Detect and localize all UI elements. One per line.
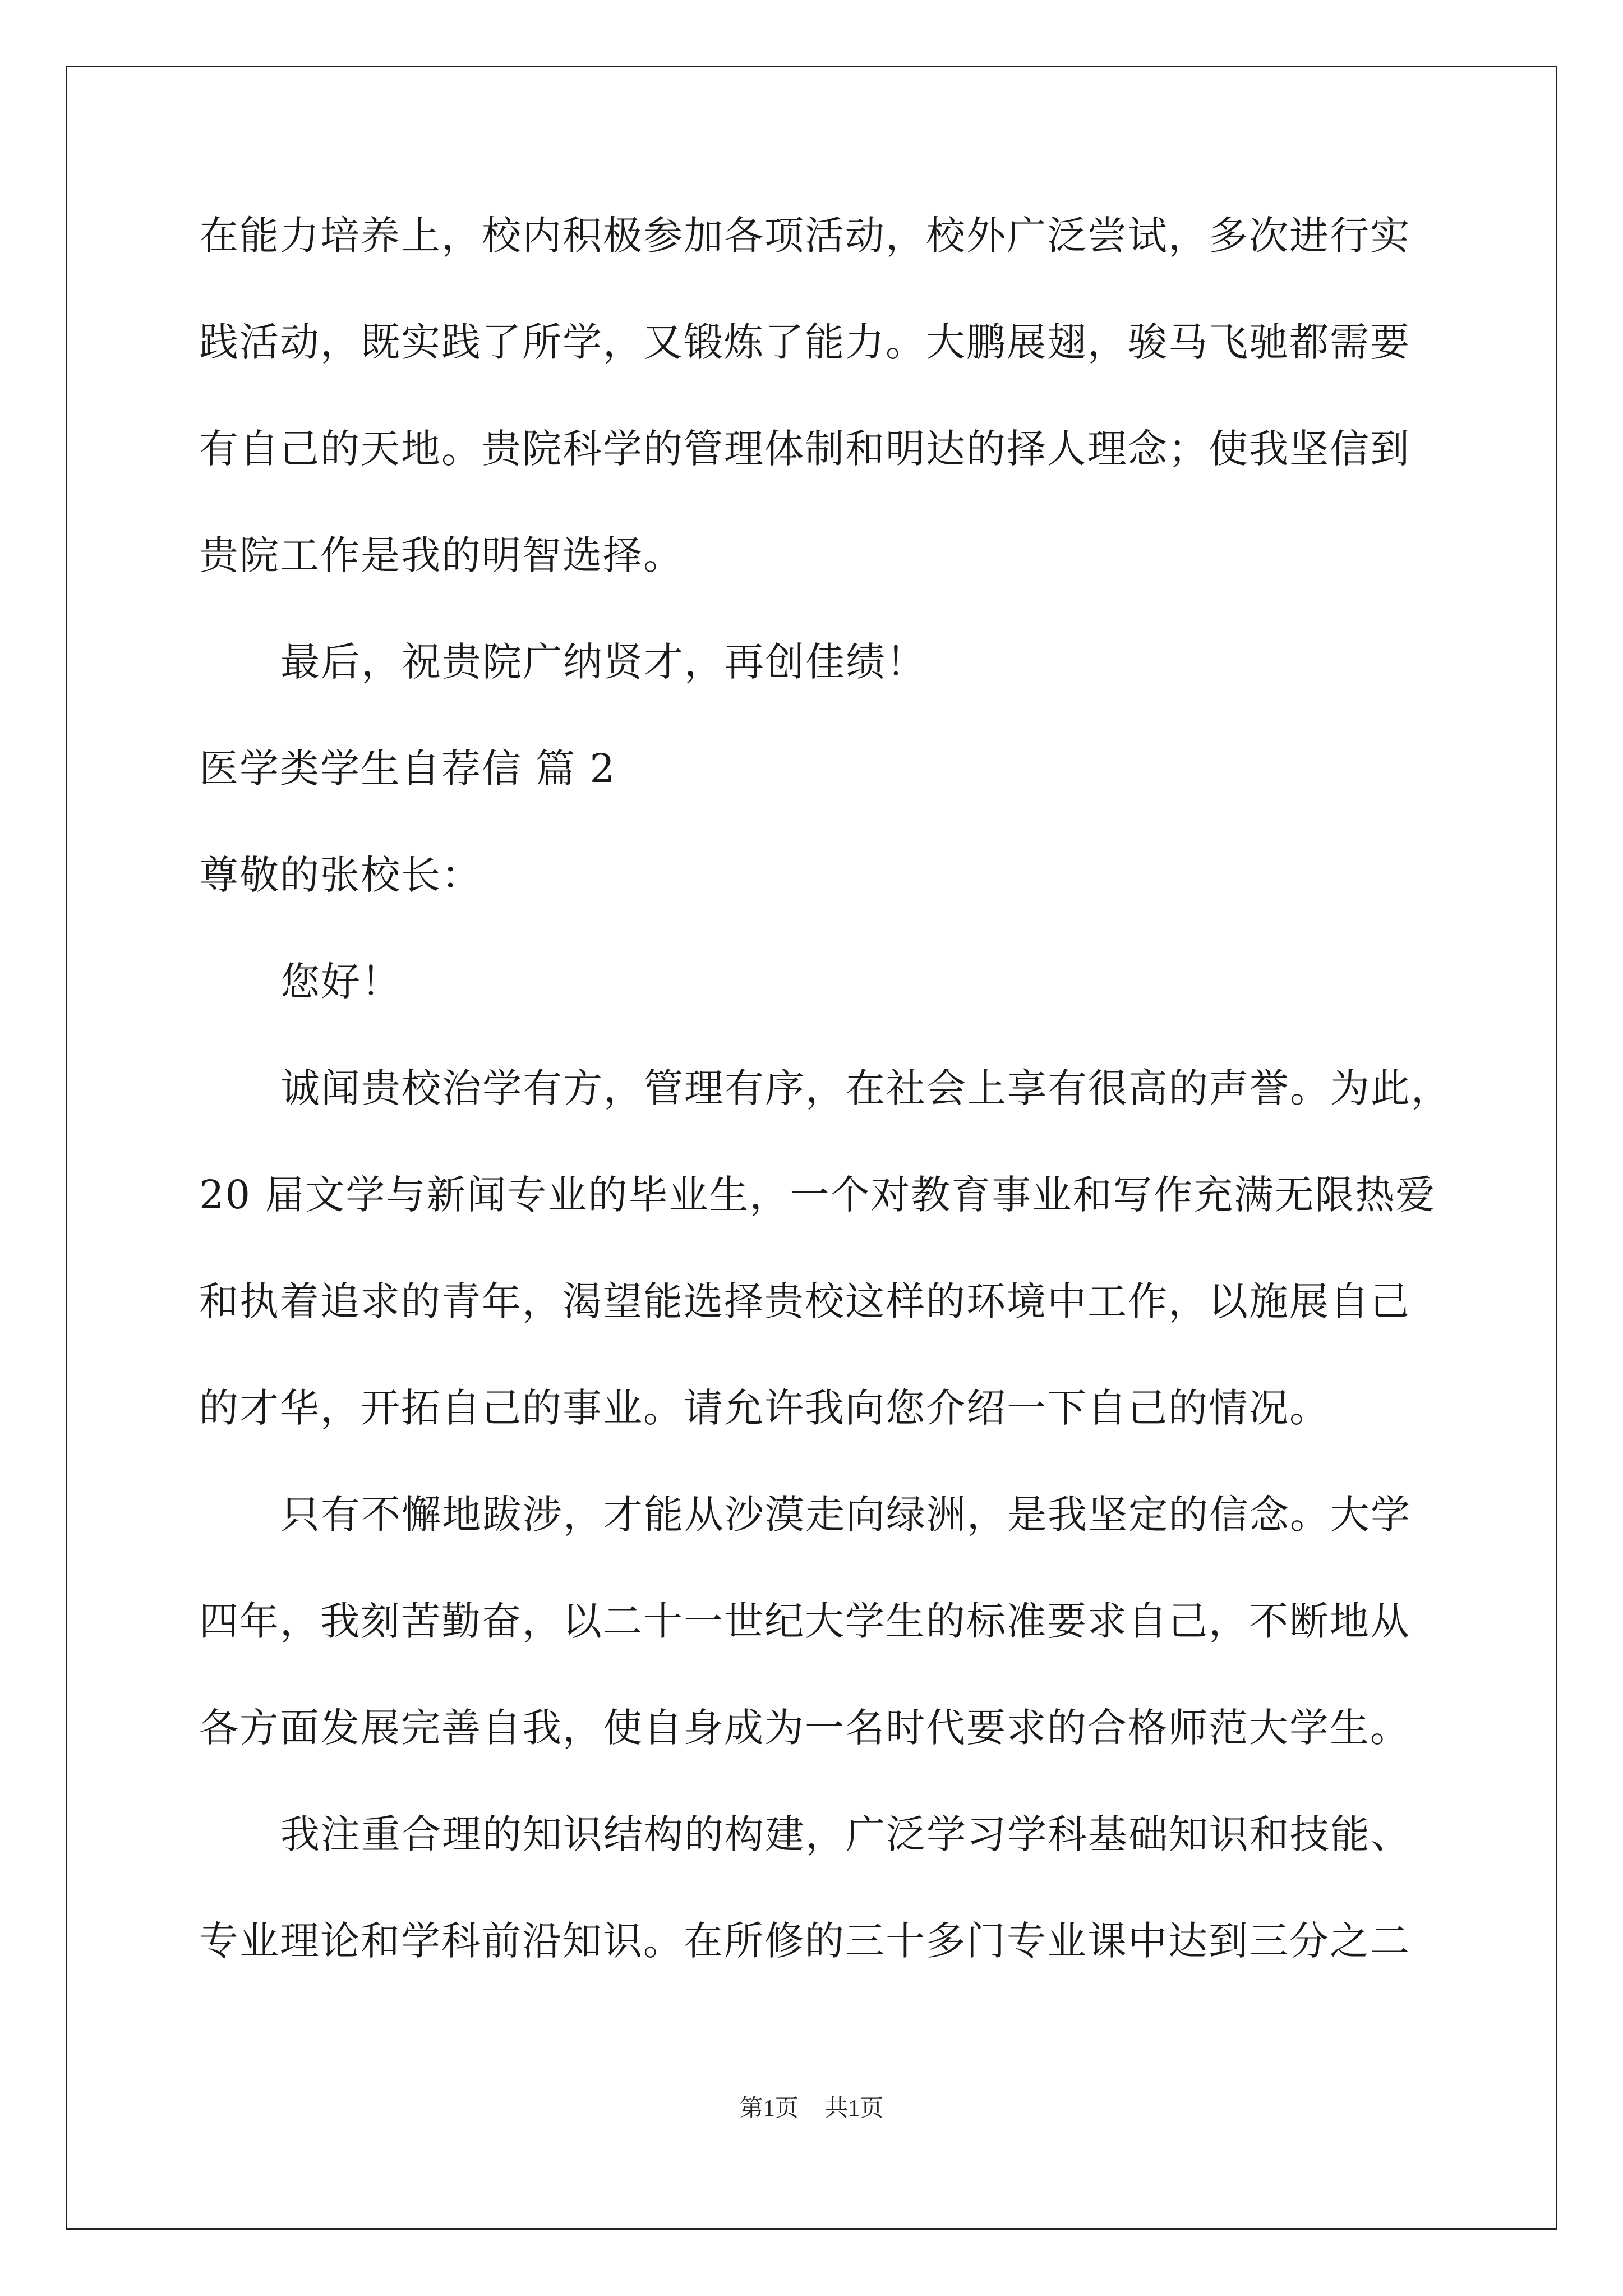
- paragraph-line: 我注重合理的知识结构的构建，广泛学习学科基础知识和技能、: [280, 1811, 1411, 1857]
- greeting: 您好！: [280, 959, 402, 1005]
- paragraph-line: 的才华，开拓自己的事业。请允许我向您介绍一下自己的情况。: [199, 1385, 1330, 1431]
- section-heading: 医学类学生自荐信 篇 2: [199, 746, 616, 792]
- paragraph-line: 只有不懈地跋涉，才能从沙漠走向绿洲，是我坚定的信念。大学: [280, 1492, 1411, 1538]
- paragraph-line: 专业理论和学科前沿知识。在所修的三十多门专业课中达到三分之二: [199, 1918, 1410, 1964]
- page-number: 第1页: [739, 2096, 799, 2122]
- paragraph-line: 在能力培养上，校内积极参加各项活动，校外广泛尝试，多次进行实: [199, 213, 1410, 259]
- paragraph-line: 诚闻贵校治学有方，管理有序，在社会上享有很高的声誉。为此，: [280, 1065, 1451, 1111]
- paragraph-line: 各方面发展完善自我，使自身成为一名时代要求的合格师范大学生。: [199, 1705, 1410, 1751]
- page-border: [66, 66, 1557, 2230]
- paragraph-line: 四年，我刻苦勤奋，以二十一世纪大学生的标准要求自己，不断地从: [199, 1598, 1410, 1644]
- paragraph-line: 贵院工作是我的明智选择。: [199, 532, 684, 578]
- paragraph-line: 践活动，既实践了所学，又锻炼了能力。大鹏展翅，骏马飞驰都需要: [199, 319, 1410, 365]
- paragraph-line: 20 届文学与新闻专业的毕业生，一个对教育事业和写作充满无限热爱: [199, 1172, 1436, 1218]
- page-total: 共1页: [824, 2096, 884, 2122]
- closing-wish: 最后，祝贵院广纳贤才，再创佳绩！: [280, 639, 926, 685]
- paragraph-line: 和执着追求的青年，渴望能选择贵校这样的环境中工作，以施展自己: [199, 1278, 1410, 1324]
- salutation: 尊敬的张校长：: [199, 852, 482, 898]
- paragraph-line: 有自己的天地。贵院科学的管理体制和明达的择人理念；使我坚信到: [199, 426, 1410, 472]
- page-footer: [0, 2090, 1623, 2123]
